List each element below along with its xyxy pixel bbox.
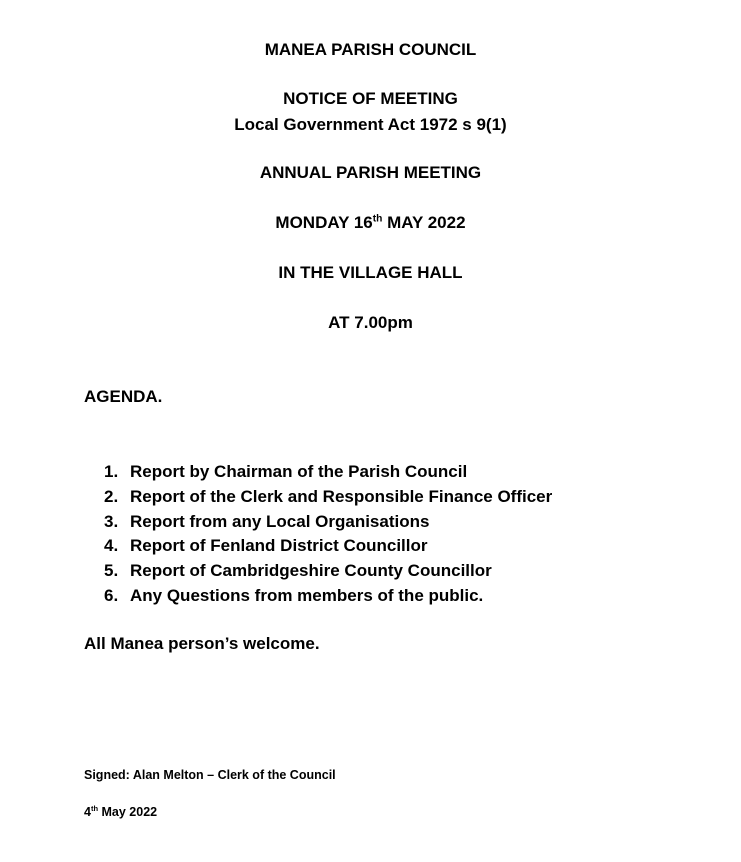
meeting-venue: IN THE VILLAGE HALL <box>278 263 463 282</box>
agenda-item-text: Report from any Local Organisations <box>130 511 430 531</box>
notice-date <box>84 804 157 820</box>
meeting-date-prefix: MONDAY 16 <box>275 213 373 232</box>
agenda-item <box>104 584 552 609</box>
agenda-item-number: 3. <box>104 511 119 531</box>
agenda-heading: AGENDA. <box>84 387 163 406</box>
meeting-type: ANNUAL PARISH MEETING <box>259 163 482 182</box>
agenda-list <box>104 460 552 609</box>
notice-date-day: 4 <box>84 805 91 819</box>
meeting-date-suffix: th <box>372 213 383 225</box>
agenda-item <box>104 460 552 485</box>
agenda-item <box>104 559 552 584</box>
agenda-item <box>104 534 552 559</box>
agenda-item-number: 6. <box>104 585 119 605</box>
welcome-note: All Manea person’s welcome. <box>84 634 320 653</box>
meeting-time: AT 7.00pm <box>328 313 413 332</box>
meeting-date-rest: MAY 2022 <box>382 213 466 232</box>
agenda-item-text: Report of the Clerk and Responsible Finance Officer <box>130 486 553 506</box>
notice-title: NOTICE OF MEETING <box>283 89 458 108</box>
agenda-item-number: 1. <box>104 462 119 481</box>
notice-date-rest: May 2022 <box>98 805 158 819</box>
agenda-item-text: Any Questions from members of the public. <box>130 585 484 605</box>
agenda-item-number: 4. <box>104 536 119 556</box>
agenda-item-number: 2. <box>104 486 119 506</box>
agenda-item <box>104 510 552 535</box>
agenda-item-text: Report of Fenland District Councillor <box>130 536 428 556</box>
council-name: MANEA PARISH COUNCIL <box>264 40 477 59</box>
agenda-item-text: Report by Chairman of the Parish Council <box>130 462 468 481</box>
clerk-signature: Signed: Alan Melton – Clerk of the Council <box>84 768 336 782</box>
agenda-item-text: Report of Cambridgeshire County Councillor <box>130 561 492 581</box>
meeting-date <box>0 212 741 234</box>
notice-date-suffix: th <box>90 803 99 813</box>
agenda-item-number: 5. <box>104 561 119 581</box>
act-reference: Local Government Act 1972 s 9(1) <box>234 115 507 134</box>
agenda-item <box>104 485 552 510</box>
